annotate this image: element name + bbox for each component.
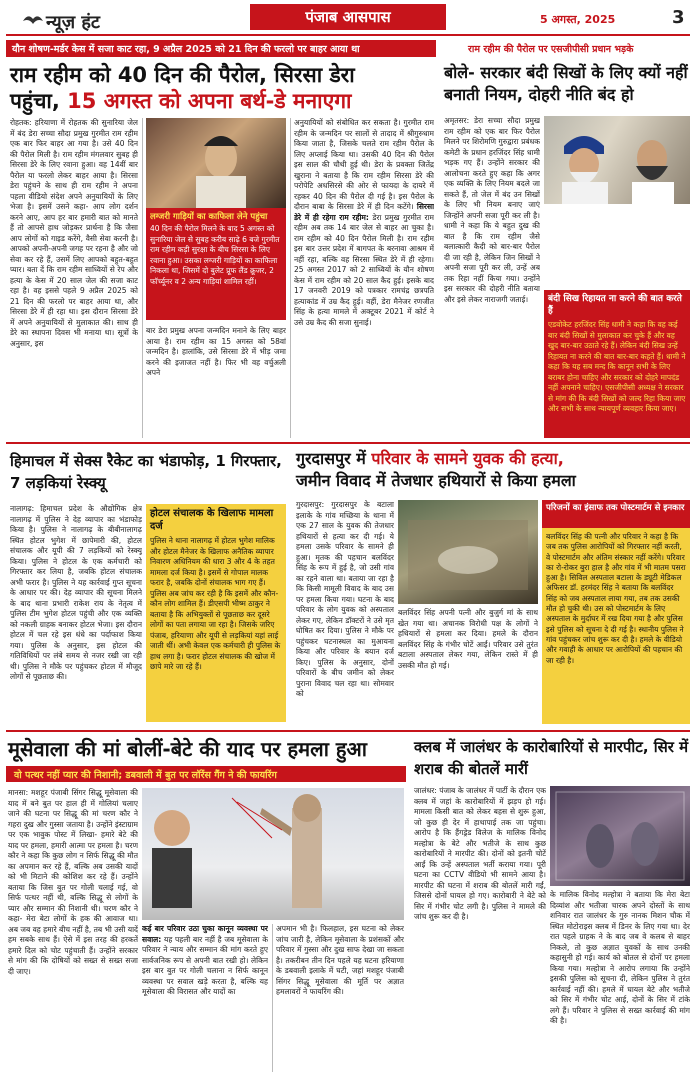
- sidebar-box-title: लग्जरी गाड़ियों का काफिला लेने पहुंचा: [150, 212, 268, 222]
- ticker-right-text: राम रहीम की पैरोल पर एसजीपीसी प्रधान भड़के: [468, 44, 634, 55]
- headline-line1: राम रहीम को 40 दिन की पैरोल, सिरसा डेरा: [10, 63, 355, 87]
- headline: [296, 448, 692, 492]
- header-rule: [6, 34, 690, 36]
- section-rule-1: [6, 442, 690, 444]
- column-2b: बार डेरा प्रमुख अपना जन्मदिन मनाने के लिए बाहर आया है। राम रहीम का 15 अगस्त को 58वां जन्मदिन है। हालांकि, उसे सिरसा डेरे में भीड़ जमा करने की इजाजत नहीं है। फिर भी वह वर्चुअली अपने: [146, 326, 286, 377]
- column-3b-text: डेरा प्रमुख गुरमीत राम रहीम अब तक 14 बार जेल से बाहर आ चुका है। राम रहीम को 40 दिन पैरोल मिली है। राम रहीम इस बार उत्तर प्रदेश में बागपत के बरनावा आश्रम में नहीं रहा, बल्कि वह सिरसा स्थित डेरे में ही रहेगा। 25 अगस्त 2017 को 2 साध्वियों के यौन शोषण केस में राम रहीम को 20 साल कैद हुई। इसके बाद 17 जनवरी 2019 को पत्रकार रामचंद्र छत्रपति हत्याकांड में उम्र कैद हुई। वहीं, डेरा मैनेजर रणजीत सिंह के हत्या मामले में अक्टूबर 2021 में कोर्ट ने उसे उम्र कैद की सजा सुनाई।: [294, 212, 434, 327]
- section-title: पंजाब आसपास: [305, 8, 391, 26]
- column-3: अपमान भी है। फिलहाल, इस घटना को लेकर जांच जारी है, लेकिन मूसेवाला के प्रशंसकों और परिवार में गुस्सा और दुख साफ देखा जा सकता है। तकरीबन तीन दिन पहले यह घटना हरियाणा के डबवाली इलाके में घटी, जहां मशहूर पंजाबी सिंगर सिद्धू मूसेवाला की मूर्ति पर अज्ञात हमलावरों ने फायरिंग की।: [276, 924, 404, 996]
- story-jalandhar-club: [410, 734, 692, 1074]
- ticker-left: [6, 40, 436, 57]
- sidebar-box: [542, 500, 690, 724]
- section-rule-2: [6, 730, 690, 732]
- ticker-right: [440, 40, 690, 57]
- headline-line2b: 15 अगस्त को अपना बर्थ-डे मनाएगा: [67, 89, 352, 113]
- headline: हिमाचल में सेक्स रैकेट का भंडाफोड़, 1 गिरफ्तार, 7 लड़कियां रेस्क्यू: [10, 452, 282, 492]
- headline: बोले- सरकार बंदी सिखों के लिए क्यों नहीं बनाती नियम, दोहरी नीति बंद हो: [444, 63, 688, 104]
- club-cctv-photo: [550, 786, 690, 886]
- story-ram-rahim-parole: [6, 60, 436, 440]
- column-3-subhead: सिरसा डेरे में ही रहेगा राम रहीम:: [294, 202, 434, 222]
- column-2: के मालिक विनोद मल्होत्रा ने बताया कि मेरा बेटा दिव्यांश और भतीजा चारक अपने दोस्तों के साथ शनिवार रात जालंधर के गुरु नानक मिशन चौक में स्थित मोटोराइस क्लब में डिनर के लिए गया था। देर रात पहले ग्राहक ने के बाद जब वे कलब से बाहर निकले, तो कुछ अज्ञात युवकों के साथ उनकी कहासुनी हो गई। कार्य को बोतल से दोनों पर हमला किया गया। मल्होत्रा ने आरोप लगाया कि उन्होंने इसकी पुलिस को सूचना दी, लेकिन पुलिस ने तुरंत कार्रवाई नहीं की। हमले में घायल बेटे और भतीजे को सिर में गंभीर चोट आई, दोनों के सिर में टांके लगे हैं। परिवार ने पुलिस से सख्त कार्रवाई की मांग की है।: [550, 890, 690, 1025]
- sidebar-box-title: परिजनों का इंसाफ तक पोस्टमार्टम से इनकार: [546, 503, 685, 513]
- photo-caption: बलविंदर सिंह अपनी पत्नी और बुजुर्ग मां के साथ खेत गया था। अचानक विरोधी पक्ष के लोगों ने हथियारों से हमला कर दिया। हमले के दौरान बलविंदर सिंह के गंभीर चोटें आईं। परिवार उसे तुरंत बटाला अस्पताल लेकर गया, लेकिन रास्ते में ही उसकी मौत हो गई।: [398, 608, 538, 670]
- photo-caption-head: कई बार परिवार उठा चुका कानून व्यवस्था पर सवाल:: [142, 924, 268, 944]
- sidebar-box-title: होटल संचालक के खिलाफ मामला दर्ज: [150, 508, 274, 532]
- section-banner: [250, 4, 446, 30]
- column-1: मानसा: मशहूर पंजाबी सिंगर सिद्धू मूसेवाला की याद में बने बुत पर हाल ही में गोलियां चलाए जाने की घटना पर सिद्धू की मां चरण कौर ने गहरा दुख और गुस्सा जताया है। उन्होंने इंस्टाग्राम पर एक भावुक पोस्ट में लिखा- हमारे बेटे की याद पर हमला, हमारी आत्मा पर हमला है। चरण कौर ने कहा कि कुछ लोग न सिर्फ सिद्धू की मौत का अपमान कर रहे हैं, बल्कि अब उसकी यादों को भी मिटाने की कोशिश कर रहे हैं। उन्होंने बताया कि जिस बुत पर गोली चलाई गई, वो सिर्फ पत्थर नहीं थी, बल्कि सिद्धू से लोगों के प्यार और सम्मान की निशानी थी। चरण कौर ने कहा- मेरा बेटा लोगों के हक की आवाज था। अब जब वह हमारे बीच नहीं है, तब भी उसी यादें हम सबके साथ हैं। ऐसे में इस तरह की हरकतें हमारे दिल को चोट पहुंचाती हैं। उन्होंने सरकार से मांग की कि दोषियों को सख्त से सख्त सजा दी जाए।: [8, 788, 138, 976]
- victim-photo: [398, 500, 538, 604]
- sidebar-box: [146, 208, 286, 320]
- column-3-text: अनुयायियों को संबोधित कर सकता है। गुरमीत राम रहीम के जन्मदिन पर सालों से तादाद में श्रीगुरुधाम किया जाता है, जिसके चलते राम रहीम पैरोल के लिए अप्लाई किया था। उसकी 40 दिन की पैरोल इस साल की चौथी हुई थी। डेरा के प्रवक्ता जितेंद्र खुराना ने बताया है कि राम रहीम सिरसा डेरे की परोपेटि अधसिरसे की ओर से फायदा के दायरे में रहकर 40 दिन की पैरोल दी गई है। इस पैरोल के दौरान बाबा के सिरसा डेरे में ही दिन कटेंगे।: [294, 118, 434, 211]
- headline: मूसेवाला की मां बोलीं-बेटे की याद पर हमला हुआ: [8, 737, 367, 761]
- page-number: 3: [672, 7, 685, 28]
- masthead: [0, 0, 696, 42]
- subhead: वो पत्थर नहीं प्यार की निशानी; डबवाली में बुत पर लॉरेंस गैंग ने की फायरिंग: [14, 770, 277, 781]
- dhami-photo: [544, 116, 690, 204]
- sidebar-box-text: बलविंदर सिंह की पत्नी और परिवार ने कहा है कि जब तक पुलिस आरोपियों को गिरफ्तार नहीं करती, वे पोस्टमार्टम और अंतिम संस्कार नहीं करेंगे। परिवार का रो-रोकर बुरा हाल है और गांव में भी मातम पसरा हुआ है। सिविल अस्पताल बटाला के ड्यूटी मेडिकल अफिसर डॉ. हरमंदर सिंह ने बताया कि बलविंदर सिंह को जब अस्पताल लाया गया, तब तक उसकी मौत हो चुकी थी। उस को पोस्टमार्टम के लिए अस्पताल के मुर्दाघर में रख दिया गया है और पुलिस इसे पुलिस को सूचना दे दी गई है। स्थानीय पुलिस ने गांव पहुंचकर जांच शुरू कर दी है। हमले के वीडियो और गवाही के आधार पर आरोपियों की पहचान की जा रही है।: [546, 532, 686, 665]
- story-himachal-raid: [6, 446, 288, 726]
- photo-caption: [142, 924, 268, 1072]
- column-1: नालागढ़: हिमाचल प्रदेश के औद्योगिक क्षेत्र नालागढ़ में पुलिस ने देह व्यापार का भंडाफोड़ किया है। पुलिस ने नालागढ़ के बीबीनालागढ़ स्थित होटल भुगेश में छापेमारी की, होटल संचालक और यूपी की 7 लड़कियों को रेस्क्यू किया। पुलिस ने होटल के एक कर्मचारी को गिरफ्तार कर लिया है, जबकि होटल संचालक अभी फरार है। पुलिस ने यह कार्रवाई गुप्त सूचना के आधार पर की। देह व्यापार की सूचना मिलने के बाद थाना प्रभारी राकेश राय के नेतृत्व में पुलिस टीम भुगेश होटल पहुंची और एक व्यक्ति को नकली ग्राहक बनाकर होटल भेजा। इस दौरान होटल में चल रहे इस धंधे का पर्दाफाश किया गया। पुलिस के अनुसार, इस होटल की गतिविधियों पर लंबे समय से नजर रखी जा रही थी। पुलिस ने मौके पर पहुंचकर होटल में मौजूद लोगों से पूछताछ की।: [10, 504, 142, 681]
- headline-part1: गुरदासपुर में: [296, 449, 372, 468]
- story-moosewala: [6, 734, 406, 1074]
- column-1: रोहतक: हरियाणा में रोहतक की सुनारिया जेल में बंद डेरा सच्चा सौदा प्रमुख गुरमीत राम रहीम एक बार फिर बाहर आ गया है। उसे 40 दिन की पैरोल मिली है। राम रहीम मंगलवार सुबह ही सिरसा डेरे के लिए रवाना हुआ। वह 14वीं बार पैरोल या फरलो लेकर बाहर आया है। सिरसा डेरा पहुंचने के साथ ही राम रहीम ने अपना पहला वीडियो संदेश अपने अनुयायियों के लिए भेजा है। इसमें उसने कहा- आप लोग दर्शन करने आए, आप हर बार हमारी बात को मानते हैं तो आपसे हाथ जोड़कर प्रार्थना है कि जैसा आप लोगों को गाइड करेंगे, वैसी सेवा करनी है। आपको अपनी-अपनी जगह पर रहना है और जो सेवा कर रहे हैं, उसमें लिए आपको बहुत-बहुत प्यार। बता दें कि राम रहीम साध्वियों से रेप और हत्या के केस में 20 साल जेल की सजा काट रहा है। वह इससे पहले 9 अप्रैल 2025 को 21 दिन की फरलो पर बाहर आया था, और सिरसा डेरे में ही रहा था। इस दौरान सिरसा डेरे में अपने अनुयायियों से मुलाकात की। साथ ही डेरे का स्थापना दिवस भी मनाया था। सूत्रों के अनुसार, इस: [10, 118, 138, 348]
- eagle-icon: [22, 12, 44, 28]
- headline-part3: जमीन विवाद में तेजधार हथियारों से किया हमला: [296, 471, 576, 490]
- ram-rahim-photo: [146, 118, 286, 208]
- story-sgpc-reaction: [440, 60, 692, 440]
- ticker-left-text: यौन शोषण-मर्डर केस में सजा काट रहा, 9 अप्रैल 2025 को 21 दिन की फरलो पर बाहर आया था: [12, 44, 360, 55]
- sidebar-box: [544, 290, 690, 438]
- sidebar-box-text: 40 दिन की पैरोल मिलने के बाद 5 अगस्त को सुनारिया जेल से सुबह करीब साढ़े 6 बजे गुरमीत राम रहीम कड़ी सुरक्षा के बीच सिरसा के लिए रवाना हुआ। उसका लग्जरी गाड़ियों का काफिला निकला था, जिसमें दो बुलेट प्रूफ लैंड क्रूजर, 2 फॉर्च्यूनर व 2 अन्य गाड़ियां शामिल रहीं।: [150, 224, 280, 286]
- headline-line2a: पहुंचा,: [10, 89, 60, 113]
- story-gurdaspur-murder: [292, 446, 692, 726]
- headline: [10, 62, 434, 114]
- column-1: गुरदासपुर: गुरदासपुर के बटाला इलाके के गांव मच्छिया के थाना में एक 27 साल के युवक की तेजधार हथियारों से हत्या कर दी गई। ये हमला उसके परिवार के सामने ही हुआ। मृतक की पहचान बलविंदर सिंह के रूप में हुई है, जो उसी गांव का रहने वाला था। बताया जा रहा है कि किसी मामूली विवाद के बाद उस पर हमला किया गया। घटना के बाद परिवार के लोग युवक को अस्पताल लेकर गए, लेकिन डॉक्टरों ने उसे मृत घोषित कर दिया। पुलिस ने मौके पर पहुंचकर घटनास्थल का मुआयना किया और परिवार के बयान दर्ज किए। पुलिस के अनुसार, दोनों परिवारों के बीच जमीन को लेकर पुराना विवाद चल रहा था। सोमवार को: [296, 500, 394, 698]
- headline: क्लब में जालंधर के कारोबारियों से मारपीट, सिर में शराब की बोतलें मारीं: [414, 738, 689, 778]
- sidebar-box-title: बंदी सिख रिहायत ना करने की बात करते हैं: [548, 294, 682, 316]
- photo-caption-text: यह पहली बार नहीं है जब मूसेवाला के परिवार ने न्याय और सम्मान की मांग करते हुए सार्वजनिक रूप से अपनी बात रखी हो। लेकिन इस बार बुत पर गोली चलाना न सिर्फ कानून व्यवस्था पर सवाल खड़े करता है, बल्कि यह मूसेवाला की विरासत और यादों का: [142, 934, 268, 996]
- brand-name: न्यूज़ हंट: [46, 12, 101, 33]
- statue-firing-photo: [142, 788, 404, 920]
- subhead-bar: [6, 766, 406, 782]
- sidebar-box: [146, 504, 286, 722]
- column-3: [294, 118, 434, 438]
- sidebar-box-text: एडवोकेट हरजिंदर सिंह धामी ने कहा कि वह कई बार बंदी सिखों से मुलाकात कर चुके हैं और वह खुद बार-बार उठाते रहे हैं। लेकिन बंदी सिख उन्हें रिहायत ना करने की बात बार-बार कहते हैं। धामी ने कहा कि यह सब मन्द कि कानून सभी के लिए बराबर होना चाहिए और सरकार को दोहरे मापदंड नहीं अपनाने चाहिए। एसजीपीसी अध्यक्ष ने सरकार से मांग की कि बंदी सिखों को जल्द रिहा किया जाए और सभी के साथ न्यायपूर्ण व्यवहार किया जाए।: [548, 320, 686, 413]
- column-1: जालंधर: पंजाब के जालंधर में पार्टी के दौरान एक क्लब में जहां के कारोबारियों में झड़प हो गई। मामला किसी बात को लेकर बहस से शुरू हुआ, जो कुछ ही देर में हाथापाई तक जा पहुंचा। आरोप है कि हैंगड्रेड विलेज के मालिक विनोद मल्होत्रा के बेटे और भतीजे के साथ कुछ कारोबारियों ने मारपीट की। दोनों को इतनी चोटें आईं कि उन्हें अस्पताल भर्ती कराया गया। पूरी घटना का CCTV वीडियो भी सामने आया है। मारपीट की घटना में शराब की बोतलें मारी गईं, जिससे दोनों घायल हो गए। कारोबारी ने बेटे को सिर में गंभीर चोट लगी है। पुलिस ने मामले की जांच शुरू कर दी है।: [414, 786, 546, 921]
- issue-date: 5 अगस्त, 2025: [540, 13, 616, 26]
- brand-logo: [22, 6, 142, 36]
- sidebar-box-text: पुलिस ने थाना नालागढ़ में होटल भुगेश मालिक और होटल मैनेजर के खिलाफ अनैतिक व्यापार निवारण अधिनियम की धारा 3 और 4 के तहत मामला दर्ज किया है। इसमें से गोपाल मालक फरार है, जबकि दोनों संचालक भाग गए हैं। पुलिस अब जांच कर रही है कि इसमें और कौन-कौन लोग शामिल हैं। डीएसपी भीष्म ठाकुर ने बताया है कि अभियुक्तों से पूछताछ कर दूसरे लोगों का पता लगाया जा रहा है। जिसके जरिए पंजाब, हरियाणा और यूपी से लड़कियां यहां लाई जाती थीं। अभी केवल एक कर्मचारी ही पुलिस के हाथ लगा है। फरार होटल संचालक की खोज में छापे मारे जा रहे हैं।: [150, 536, 281, 671]
- column-1: अमृतसर: डेरा सच्चा सौदा प्रमुख राम रहीम को एक बार फिर पैरोल मिलने पर शिरोमणि गुरुद्वारा प्रबंधक कमेटी के प्रधान हरजिंदर सिंह धामी भड़क गए हैं। उन्होंने सरकार की आलोचना करते हुए कहा कि अगर एक व्यक्ति के लिए नियम बदले जा सकते हैं, तो जेल में बंद उन सिखों के लिए भी नियम बनाए जाएं जिन्होंने अपनी सजा पूरी कर ली है। धामी ने कहा कि ये बहुत दुख की बात है कि राम रहीम जैसे बलात्कारी कैदी को बार-बार पैरोल दी जा रही है, लेकिन जिन सिखों ने अपनी सजा पूरी कर ली, उन्हें अब तक रिहा नहीं किया गया। उन्होंने इस सरकार की दोहरी नीति बताया और इसे लेकर नाराजगी जताई।: [444, 116, 540, 304]
- headline-part2: परिवार के सामने युवक की हत्या,: [371, 449, 564, 468]
